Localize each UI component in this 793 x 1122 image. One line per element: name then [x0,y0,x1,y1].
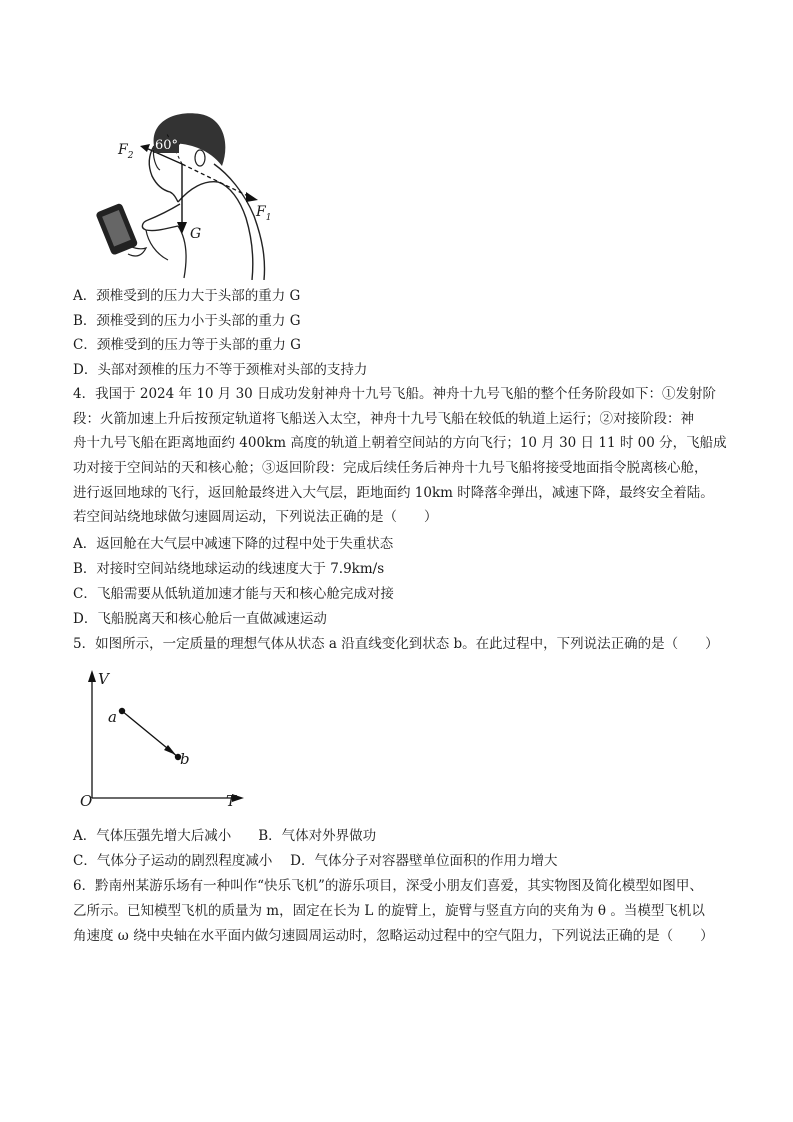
q4-option-a: A．返回舱在大气层中减速下降的过程中处于失重状态 [73,536,394,552]
arm [142,204,180,231]
q6-stem-line-1: 6．黔南州某游乐场有一种叫作“快乐飞机”的游乐项目，深受小朋友们喜爱，其实物图及简化模型如图甲、 [73,878,703,894]
point-b-label: b [180,750,190,768]
q5-options-line-1: A．气体压强先增大后减小 B．气体对外界做功 [73,828,377,844]
y-axis-label: V [98,670,109,688]
q4-stem-line-3: 舟十九号飞船在距离地面约 400km 高度的轨道上朝着空间站的方向飞行；10 月 30 日 11 时 00 分，飞船成 [73,435,727,451]
point-a-dot [119,708,125,714]
neck-force-figure [96,108,276,280]
point-a-label: a [108,708,117,726]
q5-stem: 5．如图所示，一定质量的理想气体从状态 a 沿直线变化到状态 b。在此过程中，下列说法正确的是（ ） [73,636,719,652]
q5-options-line-2: C．气体分子运动的剧烈程度减小 D．气体分子对容器壁单位面积的作用力增大 [73,853,558,869]
q4-stem-line-6: 若空间站绕地球做匀速圆周运动，下列说法正确的是（ ） [73,509,438,525]
x-axis-label: T [226,792,237,810]
q6-stem-line-2: 乙所示。已知模型飞机的质量为 m，固定在长为 L 的旋臂上，旋臂与竖直方向的夹角为 θ 。当模型飞机以 [73,903,705,919]
q3-option-a: A．颈椎受到的压力大于头部的重力 G [73,288,301,304]
f1-label: $F_1$ [256,204,272,223]
angle-label: 60° [155,138,179,153]
vt-graph-axes [76,668,251,813]
q4-stem-line-5: 进行返回地球的飞行，返回舱最终进入大气层，距地面约 10km 时降落伞弹出，减速下降，最终安全着陆。 [73,485,714,501]
q4-option-c: C．飞船需要从低轨道加速才能与天和核心舱完成对接 [73,586,394,602]
neck-force-illustration [96,108,276,280]
q6-stem-line-3: 角速度 ω 绕中央轴在水平面内做匀速圆周运动时，忽略运动过程中的空气阻力，下列说法正确的是（ ） [73,928,714,944]
q3-option-d: D．头部对颈椎的压力不等于颈椎对头部的支持力 [73,362,368,378]
q4-stem-line-1: 4．我国于 2024 年 10 月 30 日成功发射神舟十九号飞船。神舟十九号飞船的整个任务阶段如下：①发射阶 [73,386,717,402]
q4-stem-line-4: 功对接于空间站的天和核心舱；③返回阶段：完成后续任务后神舟十九号飞船将接受地面指令脱离核心舱， [73,460,708,476]
q3-option-b: B．颈椎受到的压力小于头部的重力 G [73,313,301,329]
q4-option-d: D．飞船脱离天和核心舱后一直做减速运动 [73,611,327,627]
q3-option-c: C．颈椎受到的压力等于头部的重力 G [73,337,301,353]
origin-label: O [80,792,93,810]
g-label: G [190,226,202,242]
q4-option-b: B．对接时空间站绕地球运动的线速度大于 7.9km/s [73,561,385,577]
f2-label: $F_2$ [118,142,134,161]
vt-graph [76,668,251,813]
q4-stem-line-2: 段：火箭加速上升后按预定轨道将飞船送入太空，神舟十九号飞船在较低的轨道上运行；②对接阶段：神 [73,411,694,427]
